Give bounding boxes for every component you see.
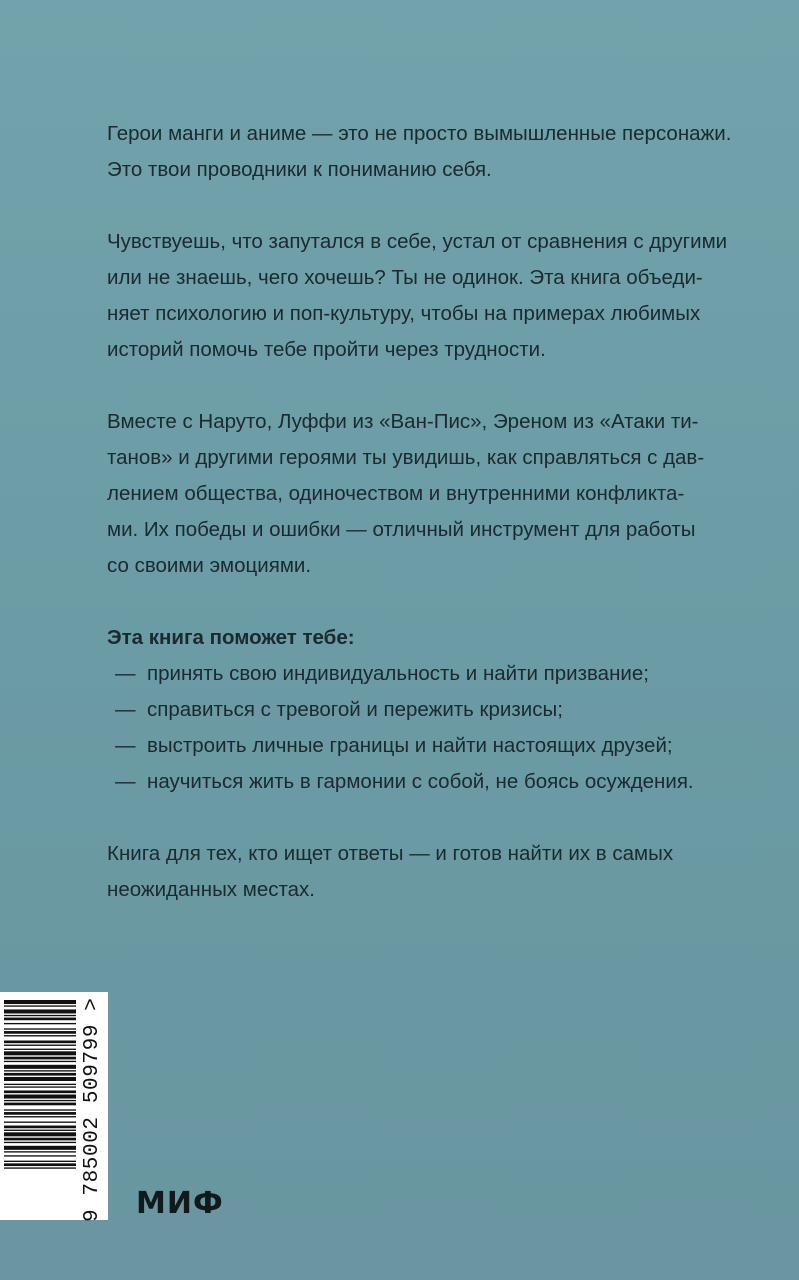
list-dash: — (115, 770, 136, 793)
list-item (107, 764, 757, 800)
list-dash: — (115, 662, 136, 685)
text-line: Вместе с Наруто, Луффи из «Ван-Пис», Эреном из «Атаки ти- (107, 410, 699, 433)
text-line: историй помочь тебе пройти через трудности. (107, 338, 546, 361)
text-line: ми. Их победы и ошибки — отличный инструмент для работы (107, 518, 696, 541)
text-line: лением общества, одиночеством и внутренними конфликта- (107, 482, 685, 505)
text-line: неожиданных местах. (107, 878, 315, 901)
intro-paragraph (107, 116, 757, 188)
benefits-title: Эта книга поможет тебе: (107, 626, 355, 649)
text-line: Герои манги и аниме — это не просто вымышленные персонажи. (107, 122, 732, 145)
closing-paragraph (107, 836, 757, 908)
list-dash: — (115, 734, 136, 757)
list-item (107, 728, 757, 764)
benefits-list (107, 656, 757, 800)
publisher-logo: МИФ (136, 1186, 224, 1221)
list-item-text: принять свою индивидуальность и найти призвание; (147, 662, 649, 685)
list-item (107, 692, 757, 728)
heroes-paragraph (107, 404, 757, 584)
barcode-bars-icon (4, 998, 76, 1214)
list-dash: — (115, 698, 136, 721)
description-text (107, 116, 757, 944)
isbn-digits (81, 994, 107, 1222)
text-line: танов» и другими героями ты увидишь, как справляться с дав- (107, 446, 705, 469)
text-line: Это твои проводники к пониманию себя. (107, 158, 492, 181)
text-line: Чувствуешь, что запутался в себе, устал от сравнения с другими (107, 230, 728, 253)
text-line: или не знаешь, чего хочешь? Ты не одинок. Эта книга объеди- (107, 266, 703, 289)
text-line: Книга для тех, кто ищет ответы — и готов найти их в самых (107, 842, 674, 865)
list-item (107, 656, 757, 692)
list-item-text: научиться жить в гармонии с собой, не боясь осуждения. (147, 770, 694, 793)
text-line: со своими эмоциями. (107, 554, 312, 577)
list-item-text: справиться с тревогой и пережить кризисы; (147, 698, 563, 721)
problem-paragraph (107, 224, 757, 368)
isbn-number: 9 785002 509799 > (81, 997, 104, 1222)
text-line: няет психологию и поп-культуру, чтобы на примерах любимых (107, 302, 701, 325)
list-item-text: выстроить личные границы и найти настоящих друзей; (147, 734, 673, 757)
